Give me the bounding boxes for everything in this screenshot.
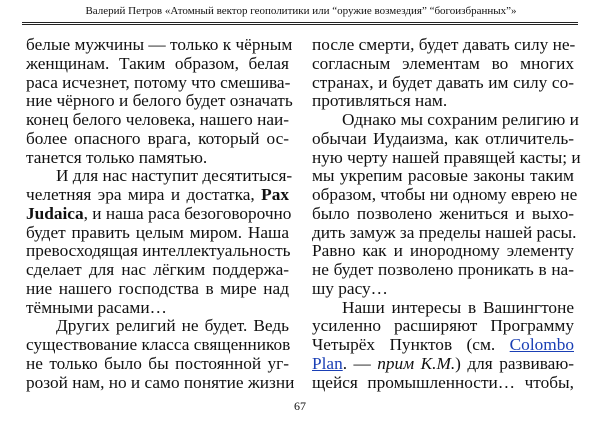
text-line: И для нас наступит десятитыся-: [56, 166, 293, 186]
text-line: образом, чтобы ни одному еврею не: [312, 185, 578, 204]
editor-note: прим К.М.: [377, 353, 456, 373]
text-line: Равно как и инородному элементу: [312, 241, 574, 261]
text-line: [26, 186, 289, 205]
text-line: белые мужчины — только к чёрным: [26, 35, 293, 54]
text-line: существование класса священников: [26, 335, 291, 354]
text-line: Однако мы сохраним религию и: [342, 110, 579, 129]
header-rule-top: [22, 22, 578, 23]
text-line: мы укрепим расовые законы таким: [312, 166, 574, 186]
left-column: [26, 35, 295, 392]
text-fragment: . —: [342, 353, 371, 373]
text-line: конец белого человека, нашего наи-: [26, 110, 289, 129]
text-line: [312, 355, 574, 374]
text-line: странах, и будет давать им силу со-: [312, 72, 574, 92]
bold-term: Judaica: [26, 203, 84, 223]
text-line: ние нашего господства в мире над: [26, 278, 289, 298]
text-line: Наши интересы в Вашингтоне: [342, 297, 574, 317]
running-header: Валерий Петров «Атомный вектор геополитики или “оружие возмездия” “богоизбранных”»: [85, 5, 517, 17]
text-fragment: , и наша раса безоговорочно: [83, 203, 292, 223]
text-line: усиленно расширяют Программу: [312, 316, 574, 336]
text-line: противляться нам.: [312, 91, 448, 111]
text-line: щейся промышленности… чтобы,: [312, 372, 574, 392]
text-fragment: ) для развиваю-: [455, 353, 575, 373]
text-line: [312, 336, 574, 355]
text-line: согласным элементам во многих: [312, 53, 574, 73]
text-line: тёмными расами…: [26, 297, 167, 317]
colombo-link[interactable]: Colombo: [509, 335, 574, 354]
text-line: [26, 203, 292, 224]
page-number: 67: [294, 399, 306, 413]
header-rule-bottom: [22, 24, 578, 25]
text-line: превосходящая интеллектуальность: [26, 241, 291, 261]
text-line: после смерти, будет давать силу не-: [312, 35, 576, 54]
text-line: не будет позволено проникать в на-: [312, 260, 574, 279]
text-line: обычаи Иудаизма, как отличитель-: [312, 128, 574, 148]
text-line: было позволено жениться и выхо-: [312, 203, 574, 223]
text-line: Других религий не будет. Ведь: [56, 316, 289, 336]
plan-link[interactable]: Plan: [312, 353, 343, 373]
right-column: [312, 35, 581, 392]
text-line: розой нам, но и само понятие жизни: [26, 372, 295, 392]
text-line: будет править целым миром. Наша: [26, 222, 289, 242]
text-line: более опасного врага, который ос-: [26, 128, 289, 148]
text-line: ние чёрного и белого будет означать: [26, 91, 293, 111]
text-line: не только было бы постоянной уг-: [26, 353, 289, 373]
bold-term: Pax: [261, 185, 289, 204]
text-line: дить замуж за пределы нашей расы.: [312, 222, 577, 242]
text-line: женщинам. Таким образом, белая: [26, 53, 289, 73]
text-line: сделает для нас лёгким поддержа-: [26, 260, 289, 279]
text-line: ную черту нашей правящей касты; и: [312, 147, 581, 167]
text-line: шу расу…: [312, 278, 388, 298]
text-line: раса исчезнет, потому что смешива-: [26, 72, 291, 92]
text-fragment: Четырёх Пунктов (см.: [312, 335, 496, 354]
text-fragment: челетняя эра мира и достатка,: [26, 185, 255, 204]
text-line: танется только памятью.: [26, 147, 208, 167]
